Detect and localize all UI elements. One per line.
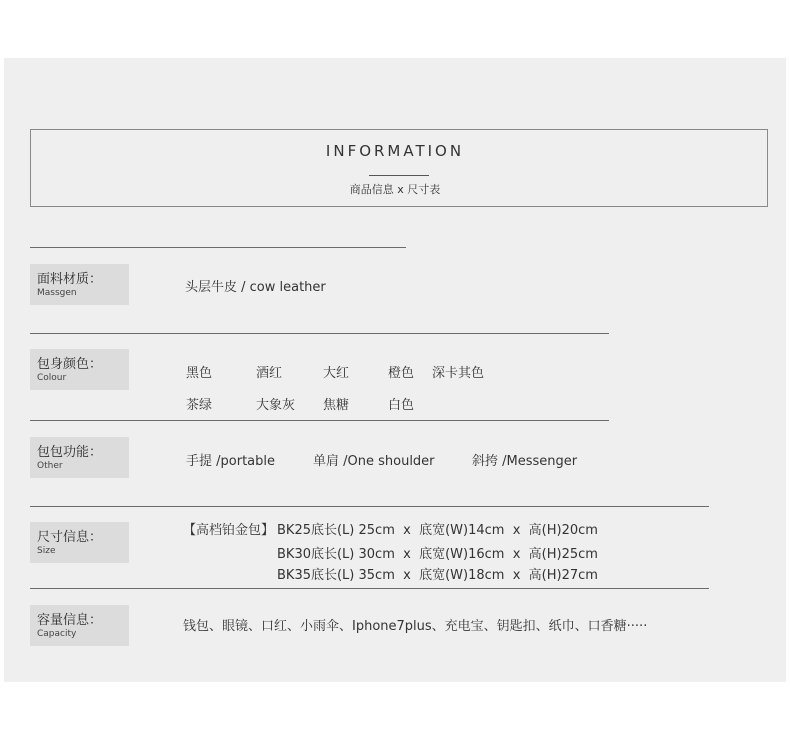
colour-label-en: Colour [37, 373, 67, 383]
divider [30, 506, 709, 507]
header-title: INFORMATION [325, 142, 465, 160]
size-label-cn: 尺寸信息： [37, 530, 103, 545]
size-label [30, 522, 129, 563]
divider [30, 247, 406, 248]
colour-option: 大象灰 [256, 398, 296, 413]
colour-option: 茶绿 [186, 398, 213, 413]
size-row: BK30底长(L) 30cm x 底宽(W)16cm x 高(H)25cm [277, 547, 598, 562]
function-item: 手提 /portable [186, 454, 275, 469]
size-row: BK35底长(L) 35cm x 底宽(W)18cm x 高(H)27cm [277, 568, 598, 583]
size-label-en: Size [37, 546, 56, 556]
colour-option: 酒红 [256, 366, 283, 381]
colour-option: 白色 [388, 398, 415, 413]
colour-option: 大红 [323, 366, 350, 381]
size-row: BK25底长(L) 25cm x 底宽(W)14cm x 高(H)20cm [277, 523, 598, 538]
colour-option: 黑色 [186, 366, 213, 381]
colour-label-cn: 包身颜色： [37, 357, 103, 372]
capacity-label-cn: 容量信息： [37, 613, 103, 628]
capacity-label [30, 605, 129, 646]
function-label-en: Other [37, 461, 63, 471]
material-value: 头层牛皮 / cow leather [185, 280, 326, 295]
material-label-en: Massgen [37, 288, 77, 298]
colour-option: 橙色 [388, 366, 415, 381]
material-label [30, 264, 129, 305]
material-label-cn: 面料材质： [37, 272, 103, 287]
function-item: 单肩 /One shoulder [313, 454, 435, 469]
function-label-cn: 包包功能： [37, 445, 103, 460]
capacity-label-en: Capacity [37, 629, 77, 639]
header-subtitle: 商品信息 x 尺寸表 [349, 183, 441, 196]
colour-option: 焦糖 [323, 398, 350, 413]
capacity-value: 钱包、眼镜、口红、小雨伞、Iphone7plus、充电宝、钥匙扣、纸巾、口香糖····· [183, 619, 648, 634]
size-prefix: 【高档铂金包】 [183, 523, 275, 538]
function-item: 斜挎 /Messenger [472, 454, 578, 469]
function-label [30, 437, 129, 478]
header-underline [369, 175, 429, 176]
divider [30, 588, 709, 589]
colour-option: 深卡其色 [432, 366, 485, 381]
divider [30, 333, 609, 334]
colour-label [30, 349, 129, 390]
divider [30, 420, 609, 421]
